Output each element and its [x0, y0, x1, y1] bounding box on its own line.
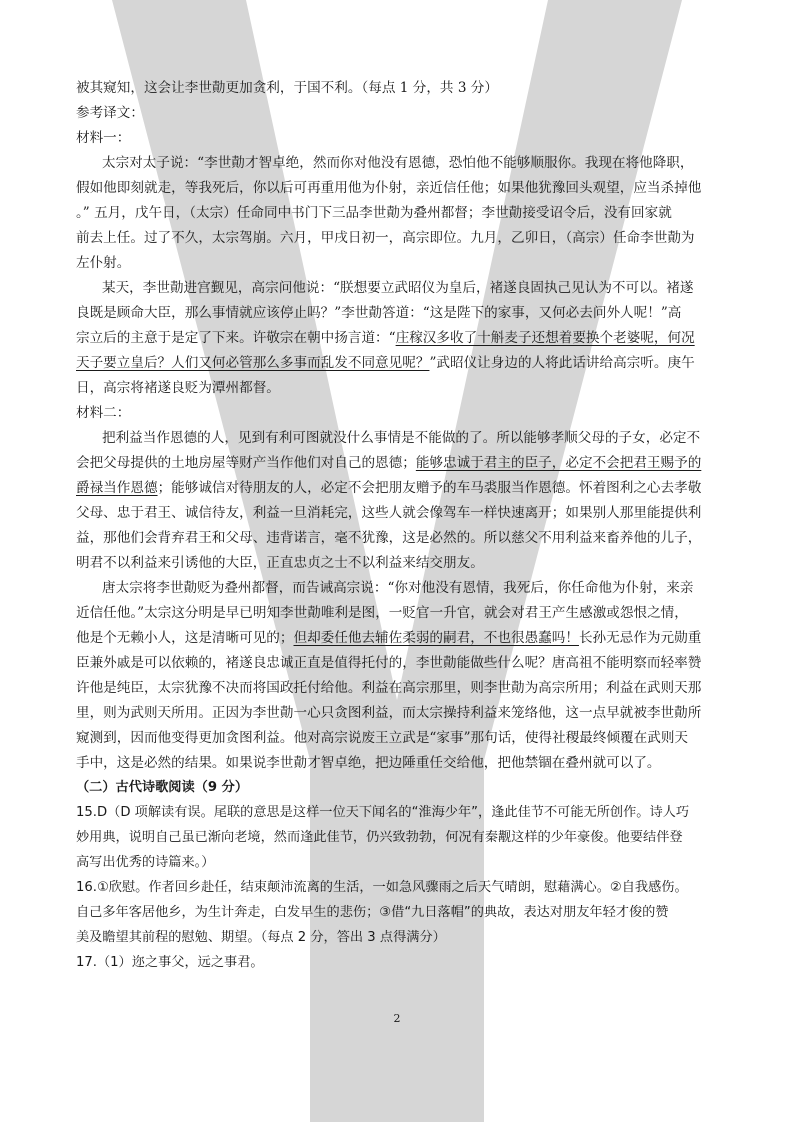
- text-line: 天子要立皇后？人们又何必管那么多事而乱发不同意见呢？”武昭仪让身边的人将此话讲给高宗听。庚午: [76, 355, 695, 371]
- text-line: 某天，李世勣进宫觐见，高宗问他说：“朕想要立武昭仪为皇后，褚遂良固执己见认为不可以。褚遂: [102, 280, 694, 296]
- text-line: 假如他即刻就走，等我死后，你以后可再重用他为仆射，亲近信任他；如果他犹豫回头观望，应当杀掉他: [76, 180, 702, 196]
- text-line: 窥测到，因而他变得更加贪图利益。他对高宗说废王立武是“家事”那句话，使得社稷最终倾覆在武则天: [76, 730, 689, 746]
- text-line: 左仆射。: [76, 255, 131, 271]
- text-line: 近信任他。”太宗这分明是早已明知李世勣唯利是图，一贬官一升官，就会对君王产生感激或怨恨之情，: [76, 605, 688, 621]
- underlined-quote: 爵禄当作恩德: [76, 480, 158, 496]
- text-line: 太宗对太子说：“李世勣才智卓绝，然而你对他没有恩德，恐怕他不能够顺服你。我现在将他降职，: [102, 155, 694, 171]
- section-heading: 参考译文：: [76, 105, 144, 121]
- text-line: 高写出优秀的诗篇来。）: [76, 855, 215, 870]
- section-heading: 材料一：: [76, 130, 131, 146]
- text-line: 前去上任。过了不久，太宗驾崩。六月，甲戌日初一，高宗即位。九月，乙卯日，（高宗）任命李世勣为: [76, 230, 695, 246]
- text-line: 15.D（D 项解读有误。尾联的意思是这样一位天下闻名的“淮海少年”，逢此佳节不可能无所创作。诗人巧: [76, 805, 690, 820]
- text-line: 16.①欣慰。作者回乡赴任，结束颠沛流离的生活，一如急风骤雨之后天气晴朗，慰藉满心。②自我感伤。: [76, 880, 688, 895]
- section-heading: 材料二：: [76, 405, 131, 421]
- text-line: 爵禄当作恩德；能够诚信对待朋友的人，必定不会把朋友赠予的车马裘服当作恩德。怀着图利之心去孝敬: [76, 480, 702, 496]
- text-line: 自己多年客居他乡，为生计奔走，白发早生的悲伤；③借“九日落帽”的典故，表达对朋友年轻才俊的赞: [76, 905, 669, 920]
- text-line: 把利益当作恩德的人，见到有利可图就没什么事情是不能做的了。所以能够孝顺父母的子女，必定不: [102, 430, 701, 446]
- text-line: 臣兼外戚是可以依赖的，褚遂良忠诚正直是值得托付的，李世勣能做些什么呢？唐高祖不能明察而轻率赞: [76, 655, 702, 671]
- text-line: 妙用典，说明自己虽已渐向老境，然而逢此佳节，仍兴致勃勃，何况有秦觏这样的少年豪俊。他要结伴登: [76, 830, 683, 845]
- text-line: 被其窥知，这会让李世勣更加贪利，于国不利。（每点 1 分，共 3 分）: [76, 80, 498, 96]
- text-line: 。” 五月，戊午日，（太宗）任命同中书门下三品李世勣为叠州都督；李世勣接受诏令后，没有回家就: [76, 205, 672, 221]
- text-line: 他是个无赖小人，这是清晰可见的；但却委任他去辅佐柔弱的嗣君，不也很愚蠢吗！长孙无忌作为元勋重: [76, 630, 702, 646]
- underlined-quote: 但却委任他去辅佐柔弱的嗣君，不也很愚蠢吗！: [293, 630, 579, 646]
- page-number: 2: [393, 1012, 401, 1025]
- text-line: 17.（1）迩之事父，远之事君。: [76, 955, 264, 970]
- text-line: 日，高宗将褚遂良贬为潭州都督。: [76, 380, 280, 396]
- text-line: 益，那他们会背弃君王和父母、违背诺言，毫不犹豫，这是必然的。所以慈父不用利益来畜养他的儿子，: [76, 530, 702, 546]
- text-line: 美及瞻望其前程的慰勉、期望。（每点 2 分，答出 3 点得满分）: [76, 930, 446, 945]
- text-line: 手中，这是必然的结果。如果说李世勣才智卓绝，把边陲重任交给他，把他禁锢在叠州就可以了。: [76, 755, 661, 771]
- text-line: 唐太宗将李世勣贬为叠州都督，而告诫高宗说：“你对他没有恩情，我死后，你任命他为仆射，来亲: [102, 580, 694, 596]
- text-line: 会把父母提供的土地房屋等财产当作他们对自己的恩德；能够忠诚于君主的臣子，必定不会把君王赐予的: [76, 455, 702, 471]
- underlined-quote: 能够忠诚于君主的臣子，必定不会把君王赐予的: [415, 455, 702, 471]
- text-line: 里，则为武则天所用。正因为李世勣一心只贪图利益，而太宗操持利益来笼络他，这一点早就被李世勣所: [76, 705, 702, 721]
- text-line: 父母、忠于君王、诚信待友，利益一旦消耗完，这些人就会像驾车一样快速离开；如果别人那里能提供利: [76, 505, 702, 521]
- text-line: 宗立后的主意于是定了下来。许敬宗在朝中扬言道：“庄稼汉多收了十斛麦子还想着要换个老婆呢，何况: [76, 330, 695, 346]
- underlined-quote: 庄稼汉多收了十斛麦子还想着要换个老婆呢，何况: [395, 330, 695, 346]
- text-line: 许他是纯臣，太宗犹豫不决而将国政托付给他。利益在高宗那里，则李世勣为高宗所用；利益在武则天那: [76, 680, 702, 696]
- section-heading: （二）古代诗歌阅读（9 分）: [76, 780, 249, 795]
- text-line: 良既是顾命大臣，那么事情就应该停止吗？”李世勣答道：“这是陛下的家事，又何必去问外人呢！”高: [76, 305, 682, 321]
- text-line: 明君不以利益来引诱他的大臣，正直忠贞之士不以利益来结交朋友。: [76, 555, 484, 571]
- underlined-quote: 天子要立皇后？人们又何必管那么多事而乱发不同意见呢？: [76, 355, 430, 371]
